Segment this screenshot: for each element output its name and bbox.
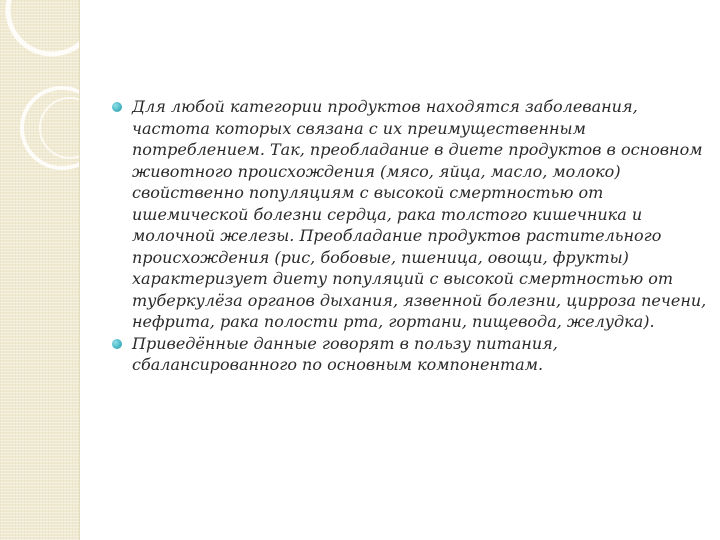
bullet-dot-icon [112, 102, 122, 112]
slide-content [110, 96, 710, 376]
decorative-side-panel [0, 0, 79, 540]
bullet-item [110, 96, 710, 333]
bullet-text: Для любой категории продуктов находятся заболевания, частота которых связана с их преимущественным потреблением. Так, преобладание в диете продуктов в основном животного происхождения (мясо, яйца, масло, молоко) свойственно популяциям с высокой смертностью от ишемической болезни сердца, рака толстого кишечника и молочной железы. Преобладание продуктов растительного происхождения (рис, бобовые, пшеница, овощи, фрукты) характеризует диету популяций с высокой смертностью от туберкулёза органов дыхания, язвенной болезни, цирроза печени, нефрита, рака полости рта, гортани, пищевода, желудка). [132, 97, 707, 331]
bullet-dot-icon [112, 339, 122, 349]
bullet-item [110, 333, 710, 376]
bullet-list [110, 96, 710, 376]
decorative-circles-icon [0, 0, 79, 540]
side-panel-divider [79, 0, 80, 540]
bullet-text: Приведённые данные говорят в пользу питания, сбалансированного по основным компонентам. [132, 333, 558, 374]
